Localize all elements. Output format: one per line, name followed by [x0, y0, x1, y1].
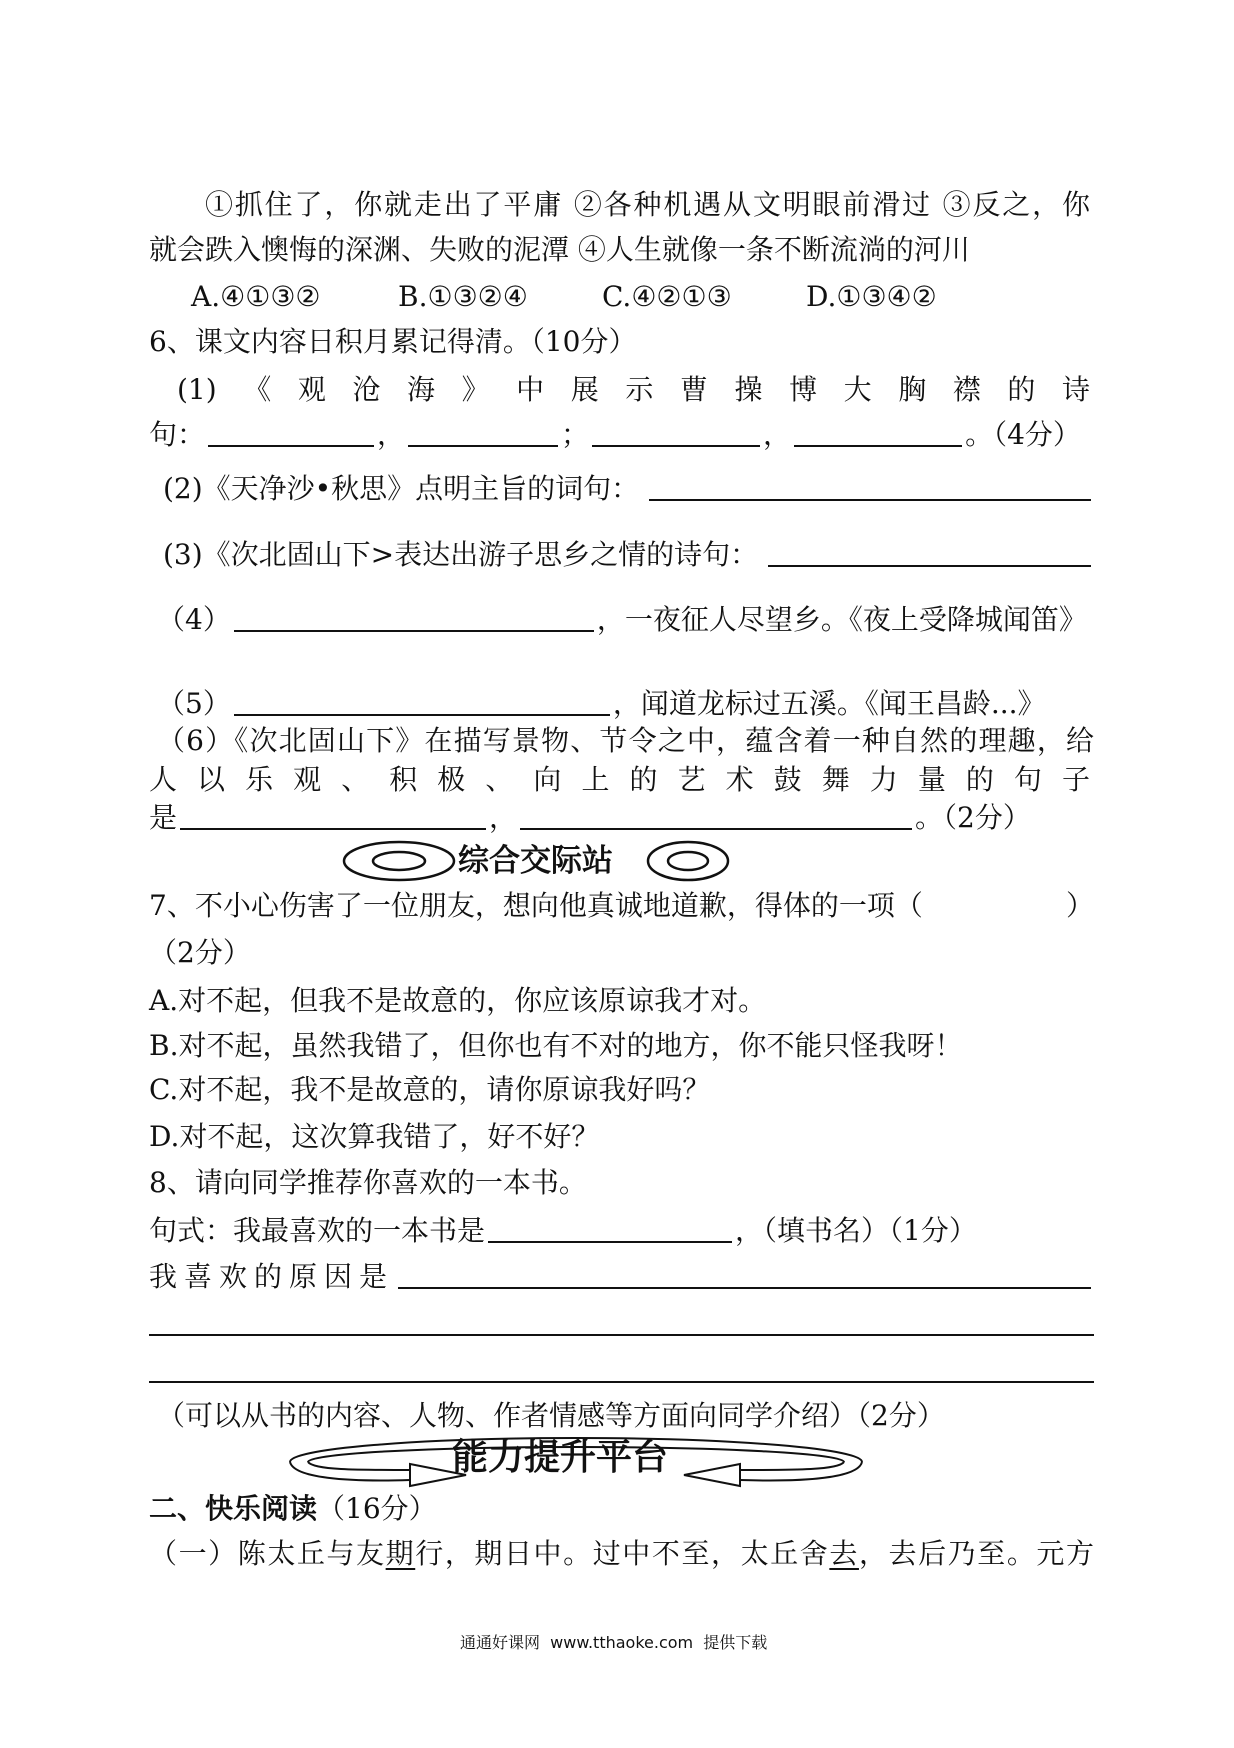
left-pointing-arrow-icon	[684, 1464, 740, 1486]
answer-blank	[408, 444, 558, 447]
q7-stem-row	[149, 886, 1094, 926]
answer-blank	[794, 444, 962, 447]
answer-blank	[488, 1240, 732, 1243]
answer-blank	[180, 827, 486, 830]
banner1-title: 综合交际站	[458, 843, 613, 879]
double-ring-left-inner	[373, 852, 425, 870]
q6-item6-line-1: （6）《次北固山下》在描写景物、节令之中，蕴含着一种自然的理趣，给	[157, 724, 1094, 757]
q6-item2-row	[163, 469, 1094, 509]
q8-pattern-row	[149, 1211, 1094, 1251]
q8-reason-lead: 我喜欢的原因是	[149, 1260, 395, 1293]
q6-item4-label: （4）	[157, 603, 231, 636]
q6-item1-answer-row	[149, 415, 1094, 455]
q5-sentence-line-1: ①抓住了，你就走出了平庸 ②各种机遇从文明眼前滑过 ③反之，你	[205, 188, 1090, 221]
passage1-underlined-word: 期	[385, 1537, 416, 1570]
q6-item4-text: ，一夜征人尽望乡。《夜上受降城闻笛》	[596, 603, 1087, 636]
double-ring-left-outer	[344, 842, 454, 880]
q5-sentence-line-2: 就会跌入懊悔的深渊、失败的泥潭 ④人生就像一条不断流淌的河川	[149, 233, 970, 266]
answer-blank	[208, 444, 374, 447]
q6-item1-lead: 句：	[149, 418, 206, 451]
q6-item6-sep: ，	[489, 801, 518, 834]
q8-hint: （可以从书的内容、人物、作者情感等方面向同学介绍）（2分）	[157, 1399, 945, 1432]
q6-item6-lead: 是	[149, 801, 178, 834]
q7-close-paren: ）	[1065, 889, 1094, 922]
q6-item6-tail: 。（2分）	[915, 801, 1031, 834]
answer-line	[149, 1381, 1094, 1383]
right-tail-inner	[740, 1462, 844, 1470]
banner2-title: 能力提升平台	[452, 1437, 669, 1478]
passage1-text: （一）陈太丘与友	[149, 1537, 386, 1570]
passage1-text: ，去后乃至。元方	[858, 1537, 1094, 1570]
answer-blank	[520, 827, 912, 830]
q6-item6-line-2: 人以乐观、积极、向上的艺术鼓舞力量的句子	[149, 763, 1090, 796]
q5-choice-c: C.④②①③	[602, 280, 732, 313]
q6-item5-text: ，闻道龙标过五溪。《闻王昌龄...》	[612, 687, 1046, 720]
q6-item2-prompt: (2)《天净沙•秋思》点明主旨的词句：	[163, 472, 640, 505]
q8-pattern-tail: ，（填书名）（1分）	[735, 1214, 977, 1247]
q6-item3-row	[163, 535, 1094, 575]
q6-item6-answer-row	[149, 798, 1094, 838]
q6-item5-label: （5）	[157, 687, 231, 720]
answer-blank	[768, 564, 1091, 567]
q6-item4-row	[157, 600, 1102, 640]
passage1-line-1	[149, 1534, 1094, 1574]
page-footer: 通通好课网 www.tthaoke.com 提供下载	[460, 1633, 768, 1652]
answer-blank	[234, 629, 594, 632]
section2-heading	[149, 1489, 437, 1529]
q7-option-c: C.对不起，我不是故意的，请你原谅我好吗？	[149, 1073, 711, 1106]
q6-item1-prompt: (1)《观沧海》中展示曹操博大胸襟的诗	[177, 373, 1090, 406]
q6-item5-row	[157, 684, 1102, 724]
q6-item1-sep-2: ；	[561, 418, 590, 451]
q5-choice-d: D.①③④②	[806, 280, 937, 313]
q8-pattern-lead: 句式：我最喜欢的一本书是	[149, 1214, 486, 1247]
q7-option-d: D.对不起，这次算我错了，好不好？	[149, 1120, 600, 1153]
section2-score: （16分）	[317, 1492, 437, 1525]
double-ring-right-inner	[668, 852, 708, 870]
q6-item3-prompt: (3)《次北固山下>表达出游子思乡之情的诗句：	[163, 538, 759, 571]
section2-title: 二、快乐阅读	[149, 1492, 318, 1525]
q6-heading: 6、课文内容日积月累记得清。（10分）	[149, 325, 637, 358]
q6-item1-sep-1: ，	[377, 418, 406, 451]
answer-blank	[398, 1286, 1091, 1289]
q7-option-b: B.对不起，虽然我错了，但你也有不对的地方，你不能只怪我呀！	[149, 1029, 963, 1062]
answer-blank	[649, 498, 1091, 501]
double-ring-right-outer	[648, 842, 728, 880]
passage1-text: 行，期日中。过中不至，太丘舍	[415, 1537, 830, 1570]
q8-reason-row	[149, 1257, 1094, 1297]
passage1-underlined-word: 去	[829, 1537, 859, 1570]
q5-choice-a: A.④①③②	[191, 280, 321, 313]
q5-choice-b: B.①③②④	[398, 280, 528, 313]
q7-stem: 7、不小心伤害了一位朋友，想向他真诚地道歉，得体的一项（	[149, 889, 923, 922]
right-tail-outer	[740, 1462, 862, 1480]
q7-score: （2分）	[149, 936, 251, 969]
q8-stem: 8、请向同学推荐你喜欢的一本书。	[149, 1166, 587, 1199]
answer-blank	[234, 713, 610, 716]
q7-option-a: A.对不起，但我不是故意的，你应该原谅我才对。	[149, 984, 767, 1017]
q6-item1-sep-3: ，	[763, 418, 792, 451]
q6-item1-sep-4: 。（4分）	[965, 418, 1081, 451]
left-tail-outer	[290, 1462, 410, 1480]
answer-blank	[592, 444, 760, 447]
answer-line	[149, 1334, 1094, 1336]
left-tail-inner	[308, 1462, 410, 1470]
